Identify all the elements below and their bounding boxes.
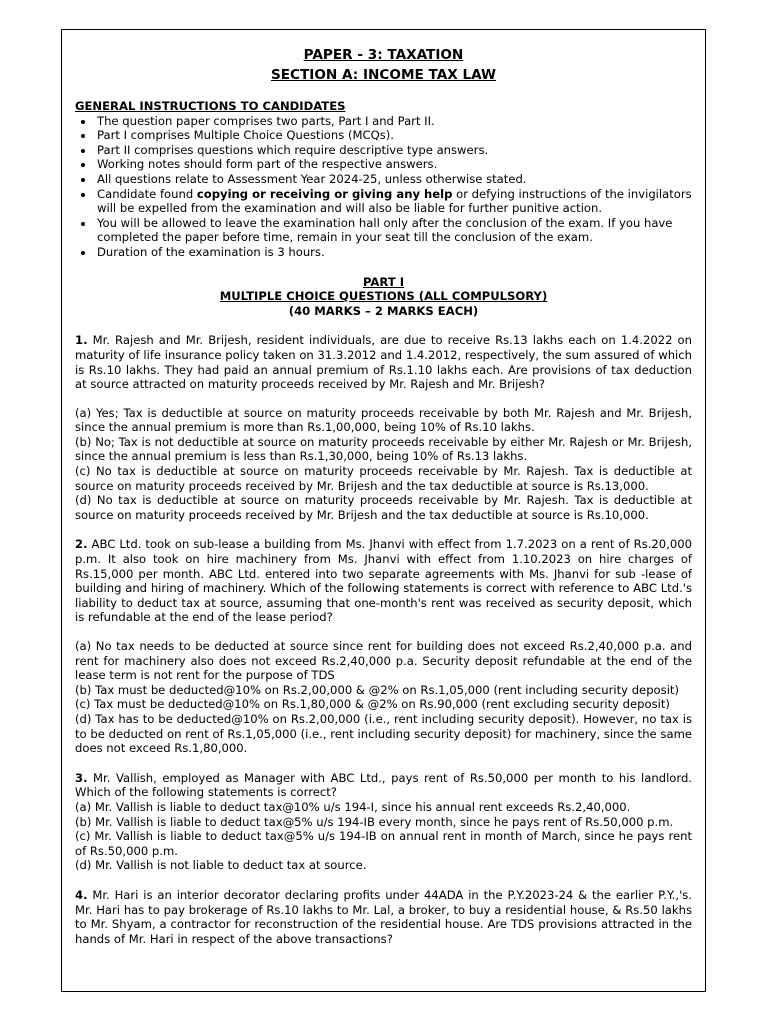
option-a: (a) Yes; Tax is deductible at source on maturity proceeds receivable by both Mr. Rajesh and Mr. Brijesh, since the annual premium is more than Rs.1,00,000, being 10% of Rs.10 lakhs. <box>75 405 692 435</box>
part-marks: (40 MARKS – 2 MARKS EACH) <box>288 303 479 318</box>
question-text: Mr. Vallish, employed as Manager with ABC Ltd., pays rent of Rs.50,000 per month to his landlord. Which of the following statements is correct? <box>75 770 692 800</box>
question-2 <box>75 537 692 625</box>
instruction-item <box>95 187 692 216</box>
part-heading <box>75 275 692 319</box>
question-1-options <box>75 406 692 523</box>
section-title: SECTION A: INCOME TAX LAW <box>270 67 497 83</box>
question-1 <box>75 333 692 391</box>
option-c: (c) Mr. Vallish is liable to deduct tax@5% u/s 194-IB on annual rent in month of March, since he pays rent of Rs.50,000 p.m. <box>75 829 692 858</box>
exam-paper-page <box>61 29 706 992</box>
question-4 <box>75 888 692 946</box>
part-subtitle: MULTIPLE CHOICE QUESTIONS (ALL COMPULSORY) <box>219 289 548 304</box>
instructions-heading: GENERAL INSTRUCTIONS TO CANDIDATES <box>75 99 346 113</box>
option-d: (d) No tax is deductible at source on maturity proceeds receivable by Mr. Rajesh. Tax is deductible at source on maturity proceeds received by Mr. Brijesh and the tax deductible at source is Rs.10,000. <box>75 493 692 522</box>
question-number: 1. <box>75 333 88 348</box>
question-3 <box>75 771 692 800</box>
option-b: (b) Mr. Vallish is liable to deduct tax@5% u/s 194-IB every month, since he pays rent of Rs.50,000 p.m. <box>75 814 674 829</box>
option-b: (b) No; Tax is not deductible at source on maturity proceeds receivable by either Mr. Rajesh or Mr. Brijesh, since the annual premium is less than Rs.1,30,000, being 10% of Rs.13 lakhs. <box>75 434 692 464</box>
instruction-text: Candidate found <box>97 186 197 201</box>
instructions-list <box>75 114 692 260</box>
paper-title: PAPER - 3: TAXATION <box>303 47 464 63</box>
question-text: Mr. Hari is an interior decorator declaring profits under 44ADA in the P.Y.2023-24 & the earlier P.Y.,'s. Mr. Hari has to pay brokerage of Rs.10 lakhs to Mr. Lal, a broker, to buy a residential house, & Rs.50 lakhs to Mr. Shyam, a contractor for reconstruction of the residential house. Are TDS provisions attracted in the hands of Mr. Hari in respect of the above transactions? <box>75 887 692 946</box>
instruction-text: or defying instructions of the invigilators will be expelled from the examination and will also be liable for further punitive action. <box>97 186 692 216</box>
option-b: (b) Tax must be deducted@10% on Rs.2,00,000 & @2% on Rs.1,05,000 (rent including security deposit) <box>75 682 679 697</box>
question-number: 3. <box>75 770 88 785</box>
option-d: (d) Mr. Vallish is not liable to deduct tax at source. <box>75 858 367 873</box>
question-text: Mr. Rajesh and Mr. Brijesh, resident individuals, are due to receive Rs.13 lakhs each on 1.4.2022 on maturity of life insurance policy taken on 31.3.2012 and 1.4.2012, respectively, the sum assured of which is Rs.10 lakhs. They had paid an annual premium of Rs.1.10 lakhs each. Are provisions of tax deduction at source attracted on maturity proceeds received by Mr. Rajesh and Mr. Brijesh? <box>75 333 692 392</box>
question-text: ABC Ltd. took on sub-lease a building from Ms. Jhanvi with effect from 1.7.2023 on a rent of Rs.20,000 p.m. It also took on hire machinery from Ms. Jhanvi with effect from 1.10.2023 on hire charges of Rs.15,000 per month. ABC Ltd. entered into two separate agreements with Ms. Jhanvi for sub -lease of building and hiring of machinery. Which of the following statements is correct with reference to ABC Ltd.'s liability to deduct tax at source, assuming that one-month's rent was received as security deposit, which is refundable at the end of the lease period? <box>75 537 692 625</box>
page-content <box>75 45 692 946</box>
instruction-item: • All questions relate to Assessment Year 2024-25, unless otherwise stated. <box>95 172 692 187</box>
instruction-item: • Working notes should form part of the respective answers. <box>95 157 692 172</box>
question-number: 4. <box>75 887 88 902</box>
question-number: 2. <box>75 537 88 552</box>
instruction-item: • The question paper comprises two parts, Part I and Part II. <box>95 114 692 129</box>
instruction-item: • Part II comprises questions which require descriptive type answers. <box>95 143 692 158</box>
instruction-item: • Part I comprises Multiple Choice Questions (MCQs). <box>95 128 692 143</box>
question-2-options <box>75 639 692 756</box>
option-a: (a) No tax needs to be deducted at source since rent for building does not exceed Rs.2,40,000 p.a. and rent for machinery also does not exceed Rs.2,40,000 p.a. Security deposit refundable at the end of the lease term is not rent for the purpose of TDS <box>75 639 692 683</box>
option-d: (d) Tax has to be deducted@10% on Rs.2,00,000 (i.e., rent including security deposit). However, no tax is to be deducted on rent of Rs.1,05,000 (i.e., rent including security deposit) for machinery, since the same does not exceed Rs.1,80,000. <box>75 711 692 756</box>
option-a: (a) Mr. Vallish is liable to deduct tax@10% u/s 194-I, since his annual rent exceeds Rs.2,40,000. <box>75 799 631 814</box>
option-c: (c) No tax is deductible at source on maturity proceeds receivable by Mr. Rajesh. Tax is deductible at source on maturity proceeds received by Mr. Brijesh and the tax deductible at source is Rs.13,000. <box>75 464 692 493</box>
question-3-options <box>75 800 692 873</box>
instruction-item: • Duration of the examination is 3 hours. <box>95 245 692 260</box>
instruction-bold-text: copying or receiving or giving any help <box>196 186 453 201</box>
part-title: PART I <box>362 274 405 289</box>
instruction-item: • You will be allowed to leave the examination hall only after the conclusion of the exam. If you have completed the paper before time, remain in your seat till the conclusion of the exam. <box>95 216 692 245</box>
option-c: (c) Tax must be deducted@10% on Rs.1,80,000 & @2% on Rs.90,000 (rent excluding security deposit) <box>75 697 670 712</box>
